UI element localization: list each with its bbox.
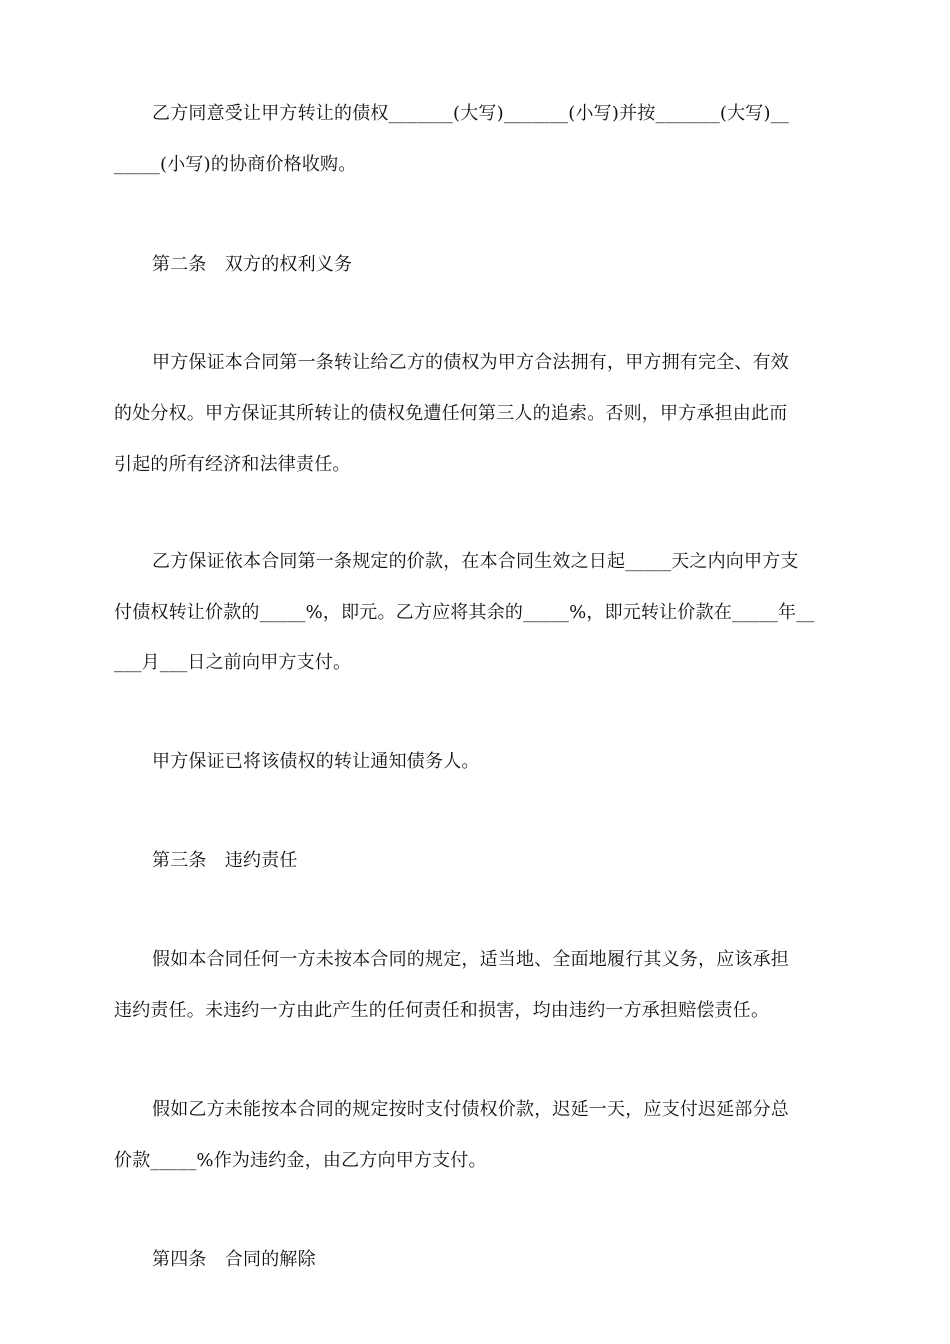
paragraph-line-breach-1: 假如本合同任何一方未按本合同的规定，适当地、全面地履行其义务，应该承担: [152, 949, 789, 970]
paragraph-line-assignment-price-1: 乙方同意受让甲方转让的债权_______(大写)_______(小写)并按_______(大写)__: [152, 103, 790, 124]
paragraph-line-party-b-payment-1: 乙方保证依本合同第一条规定的价款，在本合同生效之日起_____天之内向甲方支: [152, 551, 799, 572]
paragraph-line-assignment-price-2: _____(小写)的协商价格收购。: [114, 154, 357, 175]
paragraph-line-breach-2: 违约责任。未违约一方由此产生的任何责任和损害，均由违约一方承担赔偿责任。: [114, 1000, 770, 1021]
paragraph-line-debtor-notice: 甲方保证已将该债权的转让通知债务人。: [152, 751, 480, 772]
paragraph-line-party-b-payment-3: ___月___日之前向甲方支付。: [114, 652, 352, 673]
paragraph-line-party-a-warranty-3: 引起的所有经济和法律责任。: [114, 454, 351, 475]
article-heading-3: 第三条 违约责任: [152, 850, 298, 871]
paragraph-line-late-payment-1: 假如乙方未能按本合同的规定按时支付债权价款，迟延一天，应支付迟延部分总: [152, 1099, 789, 1120]
paragraph-line-party-a-warranty-2: 的处分权。甲方保证其所转让的债权免遭任何第三人的追索。否则，甲方承担由此而: [114, 403, 788, 424]
paragraph-line-party-b-payment-2: 付债权转让价款的_____%，即元。乙方应将其余的_____%，即元转让价款在_____年__: [114, 602, 815, 623]
article-heading-2: 第二条 双方的权利义务: [152, 254, 353, 275]
article-heading-4: 第四条 合同的解除: [152, 1249, 316, 1270]
paragraph-line-late-payment-2: 价款_____%作为违约金，由乙方向甲方支付。: [114, 1150, 487, 1171]
paragraph-line-party-a-warranty-1: 甲方保证本合同第一条转让给乙方的债权为甲方合法拥有，甲方拥有完全、有效: [152, 352, 789, 373]
